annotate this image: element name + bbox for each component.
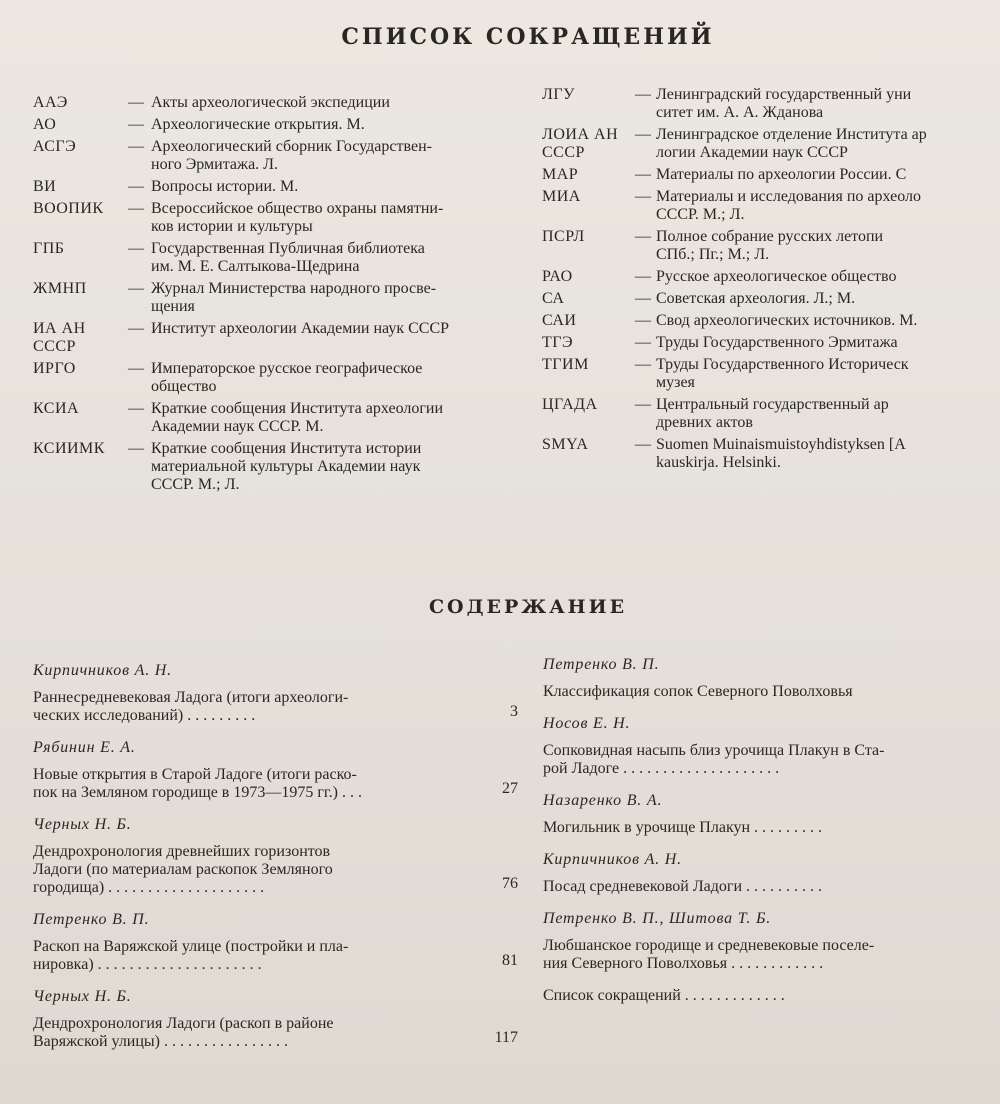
abbreviation-dash: — (635, 126, 651, 143)
abbreviation-entry (33, 200, 523, 236)
contents-title (543, 819, 1000, 837)
contents-author: Назаренко В. А. (543, 792, 663, 809)
abbreviation-key: САИ (542, 312, 577, 329)
abbreviation-definition (151, 240, 523, 276)
contents-title-line: ния Северного Поволховья . . . . . . . . . . . . (543, 955, 824, 972)
contents-title-line: Классификация сопок Северного Поволховья (543, 683, 853, 700)
abbreviations-right-column (542, 86, 1000, 476)
abbreviation-key: ВИ (33, 178, 57, 195)
contents-title-line: Раннесредневековая Ладога (итоги археологи- (33, 689, 349, 706)
abbreviation-definition-line: Ленинградский государственный уни (656, 86, 912, 103)
contents-title-line: ческих исследований) . . . . . . . . . (33, 707, 256, 724)
contents-entry (33, 816, 521, 897)
abbreviation-entry (33, 178, 523, 196)
contents-heading: СОДЕРЖАНИЕ (428, 596, 628, 618)
abbreviation-dash: — (635, 228, 651, 245)
page-number: 117 (494, 1029, 518, 1046)
abbreviation-entry (33, 280, 523, 316)
page-number: 27 (502, 780, 518, 797)
contents-title (33, 938, 521, 974)
contents-title-row (33, 1015, 521, 1051)
abbreviation-key: ГПБ (33, 240, 65, 257)
contents-title (543, 683, 1000, 701)
abbreviation-dash: — (635, 312, 651, 329)
contents-author: Петренко В. П. (543, 656, 660, 673)
abbreviation-definition-line: СПб.; Пг.; М.; Л. (656, 246, 770, 263)
abbreviation-dash: — (128, 360, 144, 377)
abbreviation-definition-line: Свод археологических источников. М. (656, 312, 918, 329)
contents-left-column (33, 662, 521, 1065)
abbreviation-definition-line: ситет им. А. А. Жданова (656, 104, 824, 121)
contents-entry (33, 988, 521, 1051)
contents-entry (543, 656, 1000, 701)
contents-title-row (33, 843, 521, 897)
contents-title-row (543, 819, 1000, 837)
abbreviation-dash: — (128, 320, 144, 337)
abbreviation-entry (542, 188, 1000, 224)
abbreviation-definition-line: Ленинградское отделение Института ар (656, 126, 927, 143)
abbreviation-dash: — (635, 188, 651, 205)
abbreviation-definition-line: Институт археологии Академии наук СССР (151, 320, 450, 337)
abbreviation-entry (542, 228, 1000, 264)
abbreviation-definition-line: Академии наук СССР. М. (151, 418, 324, 435)
contents-title-line: Дендрохронология Ладоги (раскоп в районе (33, 1015, 334, 1032)
abbreviation-definition-line: СССР. М.; Л. (151, 476, 240, 493)
abbreviation-definition-line: Краткие сообщения Института истории (151, 440, 422, 457)
abbreviation-definition-line: Археологический сборник Государствен- (151, 138, 432, 155)
abbreviation-key: ЛОИА АН СССР (542, 126, 619, 161)
abbreviation-definition-line: Вопросы истории. М. (151, 178, 299, 195)
abbreviation-definition (656, 334, 1000, 352)
abbreviation-key: МИА (542, 188, 581, 205)
abbreviation-dash: — (635, 268, 651, 285)
abbreviation-dash: — (128, 94, 144, 111)
abbreviation-entry (542, 268, 1000, 286)
abbreviation-entry (542, 312, 1000, 330)
abbreviation-dash: — (635, 334, 651, 351)
abbreviation-definition-line: ного Эрмитажа. Л. (151, 156, 279, 173)
abbreviation-definition-line: Полное собрание русских летопи (656, 228, 884, 245)
abbreviation-definition-line: Краткие сообщения Института археологии (151, 400, 444, 417)
abbreviation-definition-line: ков истории и культуры (151, 218, 313, 235)
abbreviation-definition-line: логии Академии наук СССР (656, 144, 848, 161)
abbreviations-heading: СПИСОК СОКРАЩЕНИЙ (341, 24, 715, 50)
abbreviation-entry (33, 138, 523, 174)
abbreviation-key: ААЭ (33, 94, 68, 111)
contents-right-column (543, 656, 1000, 1019)
abbreviation-definition (656, 436, 1000, 472)
abbreviation-entry (33, 94, 523, 112)
abbreviation-definition-line: Труды Государственного Эрмитажа (656, 334, 898, 351)
abbreviation-definition (656, 290, 1000, 308)
abbreviation-definition-line: древних актов (656, 414, 753, 431)
abbreviation-dash: — (128, 178, 144, 195)
abbreviation-definition-line: материальной культуры Академии наук (151, 458, 421, 475)
abbreviation-dash: — (635, 396, 651, 413)
abbreviation-key: АСГЭ (33, 138, 77, 155)
abbreviation-entry (33, 116, 523, 134)
abbreviation-definition-line: Suomen Muinaismuistoyhdistyksen [A (656, 436, 906, 453)
abbreviation-definition (151, 138, 523, 174)
contents-entry (543, 987, 1000, 1005)
abbreviations-left-column (33, 94, 523, 498)
contents-title (543, 878, 1000, 896)
contents-title (33, 689, 521, 725)
abbreviation-dash: — (128, 280, 144, 297)
contents-title-row (33, 689, 521, 725)
abbreviation-key: ТГЭ (542, 334, 574, 351)
abbreviation-dash: — (635, 436, 651, 453)
abbreviation-definition (151, 178, 523, 196)
abbreviation-dash: — (128, 116, 144, 133)
contents-entry (543, 910, 1000, 973)
contents-title-row (543, 878, 1000, 896)
contents-title (33, 766, 521, 802)
contents-title-row (543, 987, 1000, 1005)
abbreviation-entry (542, 356, 1000, 392)
contents-title-line: Новые открытия в Старой Ладоге (итоги раско- (33, 766, 357, 783)
contents-title-row (543, 683, 1000, 701)
abbreviation-key: ЖМНП (33, 280, 87, 297)
contents-title-line: Дендрохронология древнейших горизонтов (33, 843, 331, 860)
contents-title-line: городища) . . . . . . . . . . . . . . . . . . . . (33, 879, 265, 896)
abbreviation-definition (656, 228, 1000, 264)
abbreviation-key: ИРГО (33, 360, 76, 377)
abbreviation-key: ПСРЛ (542, 228, 585, 245)
abbreviation-key: ИА АН СССР (33, 320, 86, 355)
abbreviation-key: КСИА (33, 400, 80, 417)
contents-title-line: Сопковидная насыпь близ урочища Плакун в Ста- (543, 742, 885, 759)
contents-author: Черных Н. Б. (33, 816, 132, 833)
contents-title-line: нировка) . . . . . . . . . . . . . . . . . . . . . (33, 956, 262, 973)
abbreviation-definition (656, 166, 1000, 184)
contents-title-line: Ладоги (по материалам раскопок Земляного (33, 861, 333, 878)
abbreviation-dash: — (128, 240, 144, 257)
abbreviation-entry (542, 126, 1000, 162)
abbreviation-definition-line: Центральный государственный ар (656, 396, 889, 413)
abbreviation-dash: — (128, 400, 144, 417)
abbreviation-entry (542, 436, 1000, 472)
abbreviation-dash: — (128, 440, 144, 457)
abbreviation-dash: — (635, 290, 651, 307)
contents-title-line: пок на Земляном городище в 1973—1975 гг.) . . . (33, 784, 362, 801)
abbreviation-key: АО (33, 116, 57, 133)
abbreviation-dash: — (128, 200, 144, 217)
abbreviation-definition-line: СССР. М.; Л. (656, 206, 745, 223)
abbreviation-entry (33, 440, 523, 494)
contents-title-row (543, 742, 1000, 778)
contents-author: Черных Н. Б. (33, 988, 132, 1005)
abbreviation-key: ВООПИК (33, 200, 104, 217)
abbreviation-key: ТГИМ (542, 356, 589, 373)
contents-title (33, 1015, 521, 1051)
abbreviation-key: РАО (542, 268, 573, 285)
abbreviation-entry (33, 320, 523, 356)
abbreviation-dash: — (635, 86, 651, 103)
abbreviation-definition (656, 396, 1000, 432)
page-number: 81 (502, 952, 518, 969)
abbreviation-definition-line: Труды Государственного Историческ (656, 356, 909, 373)
abbreviation-definition-line: Материалы и исследования по археоло (656, 188, 921, 205)
abbreviation-entry (33, 240, 523, 276)
abbreviation-definition (656, 356, 1000, 392)
page-number: 3 (510, 703, 518, 720)
contents-title-line: Любшанское городище и средневековые поселе- (543, 937, 875, 954)
abbreviation-definition (151, 360, 523, 396)
abbreviation-definition (656, 312, 1000, 330)
abbreviation-definition-line: Советская археология. Л.; М. (656, 290, 856, 307)
abbreviation-definition-line: Русское археологическое общество (656, 268, 897, 285)
abbreviation-definition (151, 400, 523, 436)
contents-title (543, 742, 1000, 778)
contents-author: Кирпичников А. Н. (33, 662, 172, 679)
abbreviation-entry (542, 290, 1000, 308)
abbreviation-definition (656, 268, 1000, 286)
abbreviation-key: ЛГУ (542, 86, 575, 103)
contents-title (33, 843, 521, 897)
contents-title (543, 987, 1000, 1005)
contents-author: Носов Е. Н. (543, 715, 631, 732)
contents-title-line: Раскоп на Варяжской улице (постройки и пла- (33, 938, 349, 955)
contents-title-row (543, 937, 1000, 973)
abbreviation-dash: — (635, 166, 651, 183)
abbreviation-key: МАР (542, 166, 579, 183)
abbreviation-key: ЦГАДА (542, 396, 598, 413)
abbreviation-definition-line: Акты археологической экспедиции (151, 94, 390, 111)
abbreviation-definition-line: им. М. Е. Салтыкова-Щедрина (151, 258, 360, 275)
contents-author: Рябинин Е. А. (33, 739, 136, 756)
page-number: 76 (502, 875, 518, 892)
abbreviation-entry (542, 166, 1000, 184)
abbreviation-definition (151, 440, 523, 494)
contents-title-line: Посад средневековой Ладоги . . . . . . . . . . (543, 878, 823, 895)
abbreviation-definition-line: Археологические открытия. М. (151, 116, 365, 133)
contents-title-row (33, 766, 521, 802)
abbreviation-definition (151, 116, 523, 134)
contents-entry (543, 715, 1000, 778)
abbreviation-definition (151, 200, 523, 236)
abbreviation-entry (542, 396, 1000, 432)
abbreviation-entry (542, 334, 1000, 352)
abbreviation-dash: — (635, 356, 651, 373)
abbreviation-definition (151, 94, 523, 112)
abbreviation-key: КСИИМК (33, 440, 105, 457)
contents-entry (543, 792, 1000, 837)
abbreviation-definition-line: Государственная Публичная библиотека (151, 240, 425, 257)
abbreviation-entry (33, 360, 523, 396)
contents-title-line: Варяжской улицы) . . . . . . . . . . . . . . . . (33, 1033, 289, 1050)
abbreviation-definition (151, 320, 523, 356)
abbreviation-definition-line: Императорское русское географическое (151, 360, 423, 377)
abbreviation-definition-line: общество (151, 378, 217, 395)
contents-title (543, 937, 1000, 973)
contents-entry (33, 739, 521, 802)
abbreviation-definition-line: Материалы по археологии России. С (656, 166, 907, 183)
abbreviation-definition-line: музея (656, 374, 695, 391)
contents-title-line: Могильник в урочище Плакун . . . . . . . . . (543, 819, 823, 836)
contents-title-row (33, 938, 521, 974)
abbreviation-key: СА (542, 290, 565, 307)
contents-title-line: рой Ладоге . . . . . . . . . . . . . . . . . . . . (543, 760, 780, 777)
contents-entry (543, 851, 1000, 896)
abbreviation-definition (151, 280, 523, 316)
contents-author: Петренко В. П. (33, 911, 150, 928)
contents-author: Петренко В. П., Шитова Т. Б. (543, 910, 772, 927)
abbreviation-definition-line: Журнал Министерства народного просве- (151, 280, 437, 297)
abbreviation-entry (542, 86, 1000, 122)
contents-entry (33, 662, 521, 725)
abbreviation-definition-line: щения (151, 298, 195, 315)
contents-entry (33, 911, 521, 974)
abbreviation-definition (656, 86, 1000, 122)
abbreviation-definition (656, 126, 1000, 162)
contents-title-line: Список сокращений . . . . . . . . . . . . . (543, 987, 785, 1004)
abbreviation-entry (33, 400, 523, 436)
abbreviation-definition (656, 188, 1000, 224)
abbreviation-key: SMYA (542, 436, 589, 453)
abbreviation-definition-line: Всероссийское общество охраны памятни- (151, 200, 444, 217)
abbreviation-definition-line: kauskirja. Helsinki. (656, 454, 781, 471)
abbreviation-dash: — (128, 138, 144, 155)
contents-author: Кирпичников А. Н. (543, 851, 682, 868)
